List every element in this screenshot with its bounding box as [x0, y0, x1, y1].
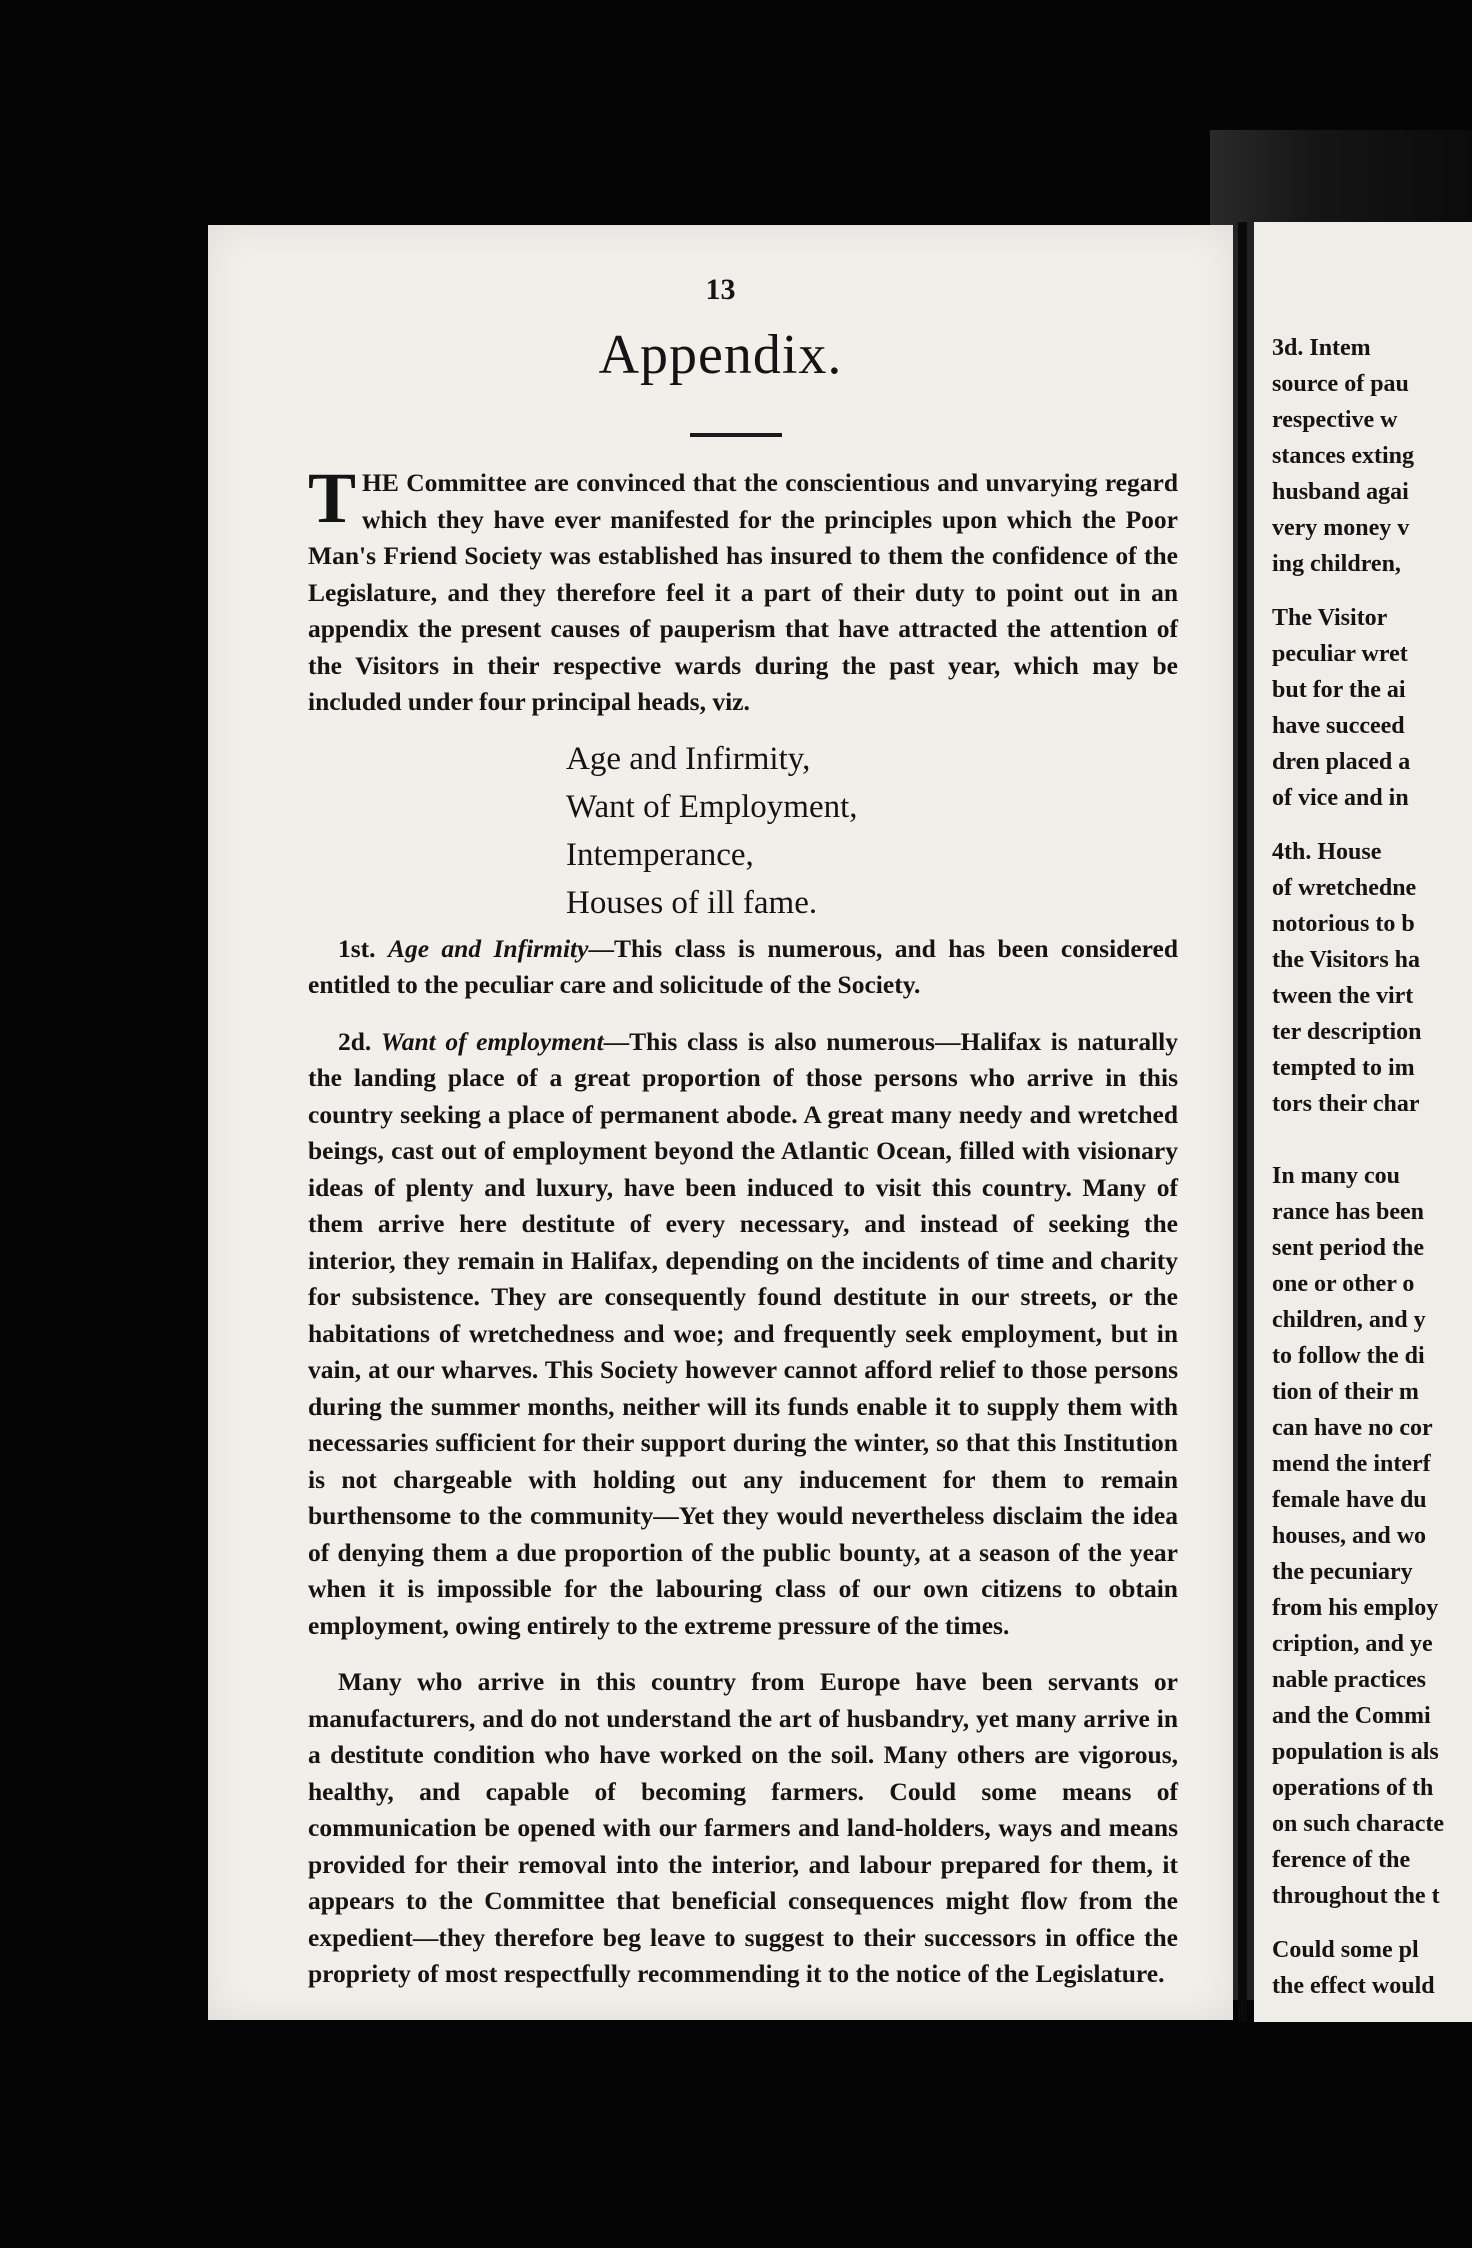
- right-page-line: ing children,: [1272, 551, 1401, 577]
- para-topic: Age and Infirmity: [387, 933, 589, 963]
- intro-text: HE Committee are convinced that the conscientious and unvarying regard which they have ever manifested for the principles upon which the Poor Man's Friend Society was established has insured to them the confidence of the Legislature, and they therefore feel it a part of their duty to point out in an appendix the present causes of pauperism that have attracted the attention of the Visitors in their respective wards during the past year, which may be included under four principal heads, viz.: [308, 468, 1178, 716]
- page-divider-rule: [1238, 222, 1247, 2022]
- right-page-line: peculiar wret: [1272, 641, 1408, 667]
- right-page-line: tempted to im: [1272, 1055, 1415, 1081]
- right-page-line: ter description: [1272, 1019, 1422, 1045]
- para-number: 2d.: [338, 1026, 372, 1056]
- right-page-line: ference of the: [1272, 1847, 1411, 1873]
- drop-cap: T: [308, 458, 357, 538]
- right-page-line: tion of their m: [1272, 1379, 1419, 1405]
- right-page-line: respective w: [1272, 407, 1398, 433]
- paragraph-want-of-employment: [308, 1024, 1178, 1645]
- right-page-text: [1272, 330, 1472, 2004]
- right-page-line: female have du: [1272, 1487, 1427, 1513]
- right-page-fragment: [1254, 222, 1472, 2022]
- right-page-line: dren placed a: [1272, 749, 1411, 775]
- right-page-line: population is als: [1272, 1739, 1439, 1765]
- right-page-line: and the Commi: [1272, 1703, 1431, 1729]
- right-page-line: throughout the t: [1272, 1883, 1440, 1909]
- para-number: 1st.: [338, 933, 376, 963]
- para-topic: Want of employment: [380, 1026, 604, 1056]
- right-page-line: The Visitor: [1272, 605, 1388, 631]
- right-page-line: houses, and wo: [1272, 1523, 1427, 1549]
- right-page-line: of vice and in: [1272, 785, 1409, 811]
- right-page-gap: [1272, 816, 1472, 834]
- right-page-gap: [1272, 582, 1472, 600]
- right-page-line: on such characte: [1272, 1811, 1444, 1837]
- right-page-line: cription, and ye: [1272, 1631, 1433, 1657]
- page-heading: Appendix.: [598, 324, 843, 386]
- paragraph-emigrants: Many who arrive in this country from Europe have been servants or manufacturers, and do not understand the art of husbandry, yet many arrive in a destitute condition who have worked on the soil. Many others are vigorous, healthy, and capable of becoming farmers. Could some means of communication be opened with our farmers and land-holders, ways and means provided for their removal into the interior, and labour prepared for them, it appears to the Committee that beneficial consequences might flow from the expedient—they therefore beg leave to suggest to their successors in office the propriety of most respectfully recommending it to the notice of the Legislature.: [308, 1667, 1178, 1988]
- right-page-line: the effect would: [1272, 1973, 1435, 1999]
- right-page-line: have succeed: [1272, 713, 1405, 739]
- right-page-gap: [1272, 1122, 1472, 1140]
- right-page-line: tors their char: [1272, 1091, 1420, 1117]
- right-page-line: husband agai: [1272, 479, 1409, 505]
- page-body: [308, 458, 1179, 1993]
- page-number: 13: [705, 273, 736, 306]
- right-page-line: notorious to b: [1272, 911, 1415, 937]
- paragraph-age-infirmity: [308, 931, 1178, 1004]
- right-page-line: of wretchedne: [1272, 875, 1417, 901]
- right-page-line: source of pau: [1272, 371, 1409, 397]
- left-page: [208, 225, 1233, 2020]
- right-page-line: to follow the di: [1272, 1343, 1425, 1369]
- right-page-line: mend the interf: [1272, 1451, 1431, 1477]
- head-item: Intemperance,: [566, 836, 754, 873]
- right-page-line: nable practices: [1272, 1667, 1426, 1693]
- right-page-line: 4th. House: [1272, 839, 1382, 865]
- intro-paragraph: [308, 458, 1178, 721]
- heading-rule: [690, 433, 782, 437]
- para-text: —This class is also numerous—Halifax is naturally the landing place of a great proportion of those persons who arrive in this country seeking a place of permanent abode. A great many needy and wretched beings, cast out of employment beyond the Atlantic Ocean, filled with visionary ideas of plenty and luxury, have been induced to visit this country. Many of them arrive here destitute of every necessary, and instead of seeking the interior, they remain in Halifax, depending on the incidents of time and charity for subsistence. They are consequently found destitute in our streets, or the habitations of wretchedness and woe; and frequently seek employment, but in vain, at our wharves. This Society however cannot afford relief to those persons during the summer months, neither will its funds enable it to supply them with necessaries sufficient for their support during the winter, so that this Institution is not chargeable with holding out any inducement for them to remain burthensome to the community—Yet they would nevertheless disclaim the idea of denying them a due proportion of the public bounty, at a season of the year when it is impossible for the labouring class of our own citizens to obtain employment, owing entirely to the extreme pressure of the times.: [308, 1026, 1179, 1640]
- right-page-line: rance has been: [1272, 1199, 1424, 1225]
- right-page-line: 3d. Intem: [1272, 335, 1371, 361]
- right-page-line: stances exting: [1272, 443, 1414, 469]
- right-page-line: children, and y: [1272, 1307, 1426, 1333]
- right-page-line: operations of th: [1272, 1775, 1434, 1801]
- right-page-line: very money v: [1272, 515, 1410, 541]
- right-page-line: but for the ai: [1272, 677, 1406, 703]
- head-item: Houses of ill fame.: [566, 884, 818, 921]
- head-item: Want of Employment,: [566, 788, 858, 825]
- right-page-gap: [1272, 1914, 1472, 1932]
- right-page-line: one or other o: [1272, 1271, 1415, 1297]
- right-page-line: the pecuniary: [1272, 1559, 1413, 1585]
- principal-heads-list: [566, 735, 1178, 927]
- right-page-line: sent period the: [1272, 1235, 1424, 1261]
- para-text: —This class is numerous, and has been considered entitled to the peculiar care and solicitude of the Society.: [308, 933, 1179, 999]
- right-page-line: Could some pl: [1272, 1937, 1419, 1963]
- right-page-line: the Visitors ha: [1272, 947, 1421, 973]
- right-page-line: can have no cor: [1272, 1415, 1433, 1441]
- head-item: Age and Infirmity,: [566, 740, 811, 777]
- right-page-line: tween the virt: [1272, 983, 1414, 1009]
- right-page-line: In many cou: [1272, 1163, 1401, 1189]
- right-page-line: from his employ: [1272, 1595, 1439, 1621]
- right-page-gap: [1272, 1140, 1472, 1158]
